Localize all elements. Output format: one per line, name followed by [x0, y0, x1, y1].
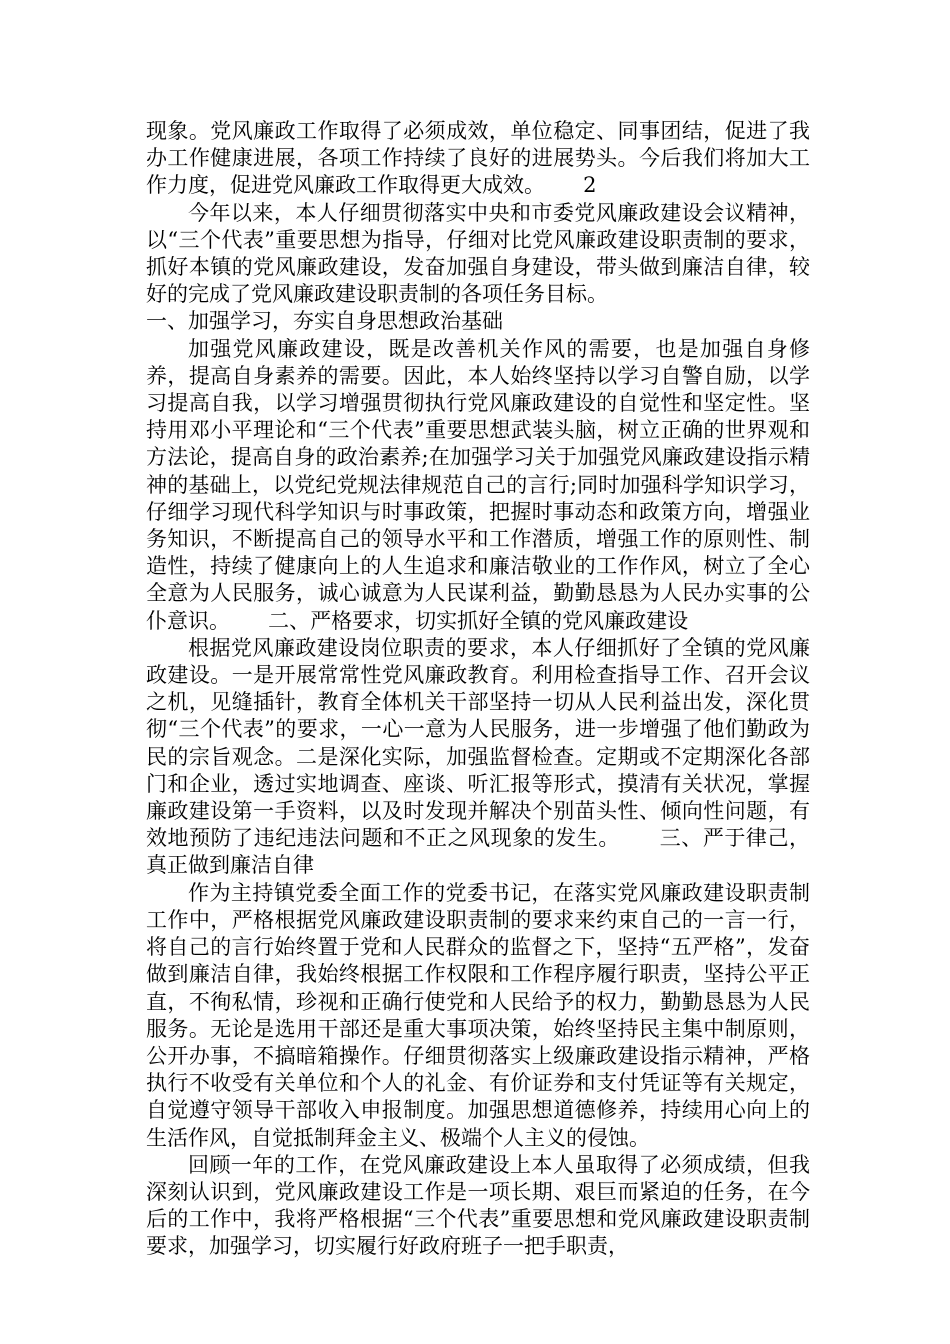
paragraph-review: 回顾一年的工作，在党风廉政建设上本人虽取得了必须成绩，但我深刻认识到，党风廉政建设工作是一项长期、艰巨而紧迫的任务，在今后的工作中，我将严格根据“三个代表”重要思想和党风廉政建设职责制要求，加强学习，切实履行好政府班子一把手职责， — [146, 1152, 810, 1259]
paragraph-intro: 现象。党风廉政工作取得了必须成效，单位稳定、同事团结，促进了我办工作健康进展，各项工作持续了良好的进展势头。今后我们将加大工作力度，促进党风廉政工作取得更大成效。 2 — [146, 119, 810, 198]
section-heading-study: 一、加强学习，夯实自身思想政治基础 — [146, 309, 503, 334]
paragraph-summary: 今年以来，本人仔细贯彻落实中央和市委党风廉政建设会议精神，以“三个代表”重要思想为指导，仔细对比党风廉政建设职责制的要求，抓好本镇的党风廉政建设，发奋加强自身建设，带头做到廉洁自律，较好的完成了党风廉政建设职责制的各项任务目标。 — [146, 200, 810, 307]
paragraph-self-discipline: 作为主持镇党委全面工作的党委书记，在落实党风廉政建设职责制工作中，严格根据党风廉政建设职责制的要求来约束自己的一言一行，将自己的言行始终置于党和人民群众的监督之下，坚持“五严格”，发奋做到廉洁自律，我始终根据工作权限和工作程序履行职责，坚持公平正直，不徇私情，珍视和正确行使党和人民给予的权力，勤勤恳恳为人民服务。无论是选用干部还是重大事项决策，始终坚持民主集中制原则，公开办事，不搞暗箱操作。仔细贯彻落实上级廉政建设指示精神，严格执行不收受有关单位和个人的礼金、有价证券和支付凭证等有关规定，自觉遵守领导干部收入申报制度。加强思想道德修养，持续用心向上的生活作风，自觉抵制拜金主义、极端个人主义的侵蚀。 — [146, 880, 810, 1150]
paragraph-strict-requirements: 根据党风廉政建设岗位职责的要求，本人仔细抓好了全镇的党风廉政建设。一是开展常常性党风廉政教育。利用检查指导工作、召开会议之机，见缝插针，教育全体机关干部坚持一切从人民利益出发，深化贯彻“三个代表”的要求，一心一意为人民服务，进一步增强了他们勤政为民的宗旨观念。二是深化实际，加强监督检查。定期或不定期深化各部门和企业，透过实地调查、座谈、听汇报等形式，摸清有关状况，掌握廉政建设第一手资料，以及时发现并解决个别苗头性、倾向性问题，有效地预防了违纪违法问题和不正之风现象的发生。 三、严于律己，真正做到廉洁自律 — [146, 635, 810, 878]
paragraph-study: 加强党风廉政建设，既是改善机关作风的需要，也是加强自身修养，提高自身素养的需要。因此，本人始终坚持以学习自警自励，以学习提高自我，以学习增强贯彻执行党风廉政建设的自觉性和坚定性。坚持用邓小平理论和“三个代表”重要思想武装头脑，树立正确的世界观和方法论，提高自身的政治素养;在加强学习关于加强党风廉政建设指示精神的基础上，以党纪党规法律规范自己的言行;同时加强科学知识学习，仔细学习现代科学知识与时事政策，把握时事动态和政策方向，增强业务知识，不断提高自己的领导水平和工作潜质，增强工作的原则性、制造性，持续了健康向上的人生追求和廉洁敬业的工作作风，树立了全心全意为人民服务，诚心诚意为人民谋利益，勤勤恳恳为人民办实事的公仆意识。 二、严格要求，切实抓好全镇的党风廉政建设 — [146, 336, 810, 633]
document-page — [146, 118, 810, 1261]
